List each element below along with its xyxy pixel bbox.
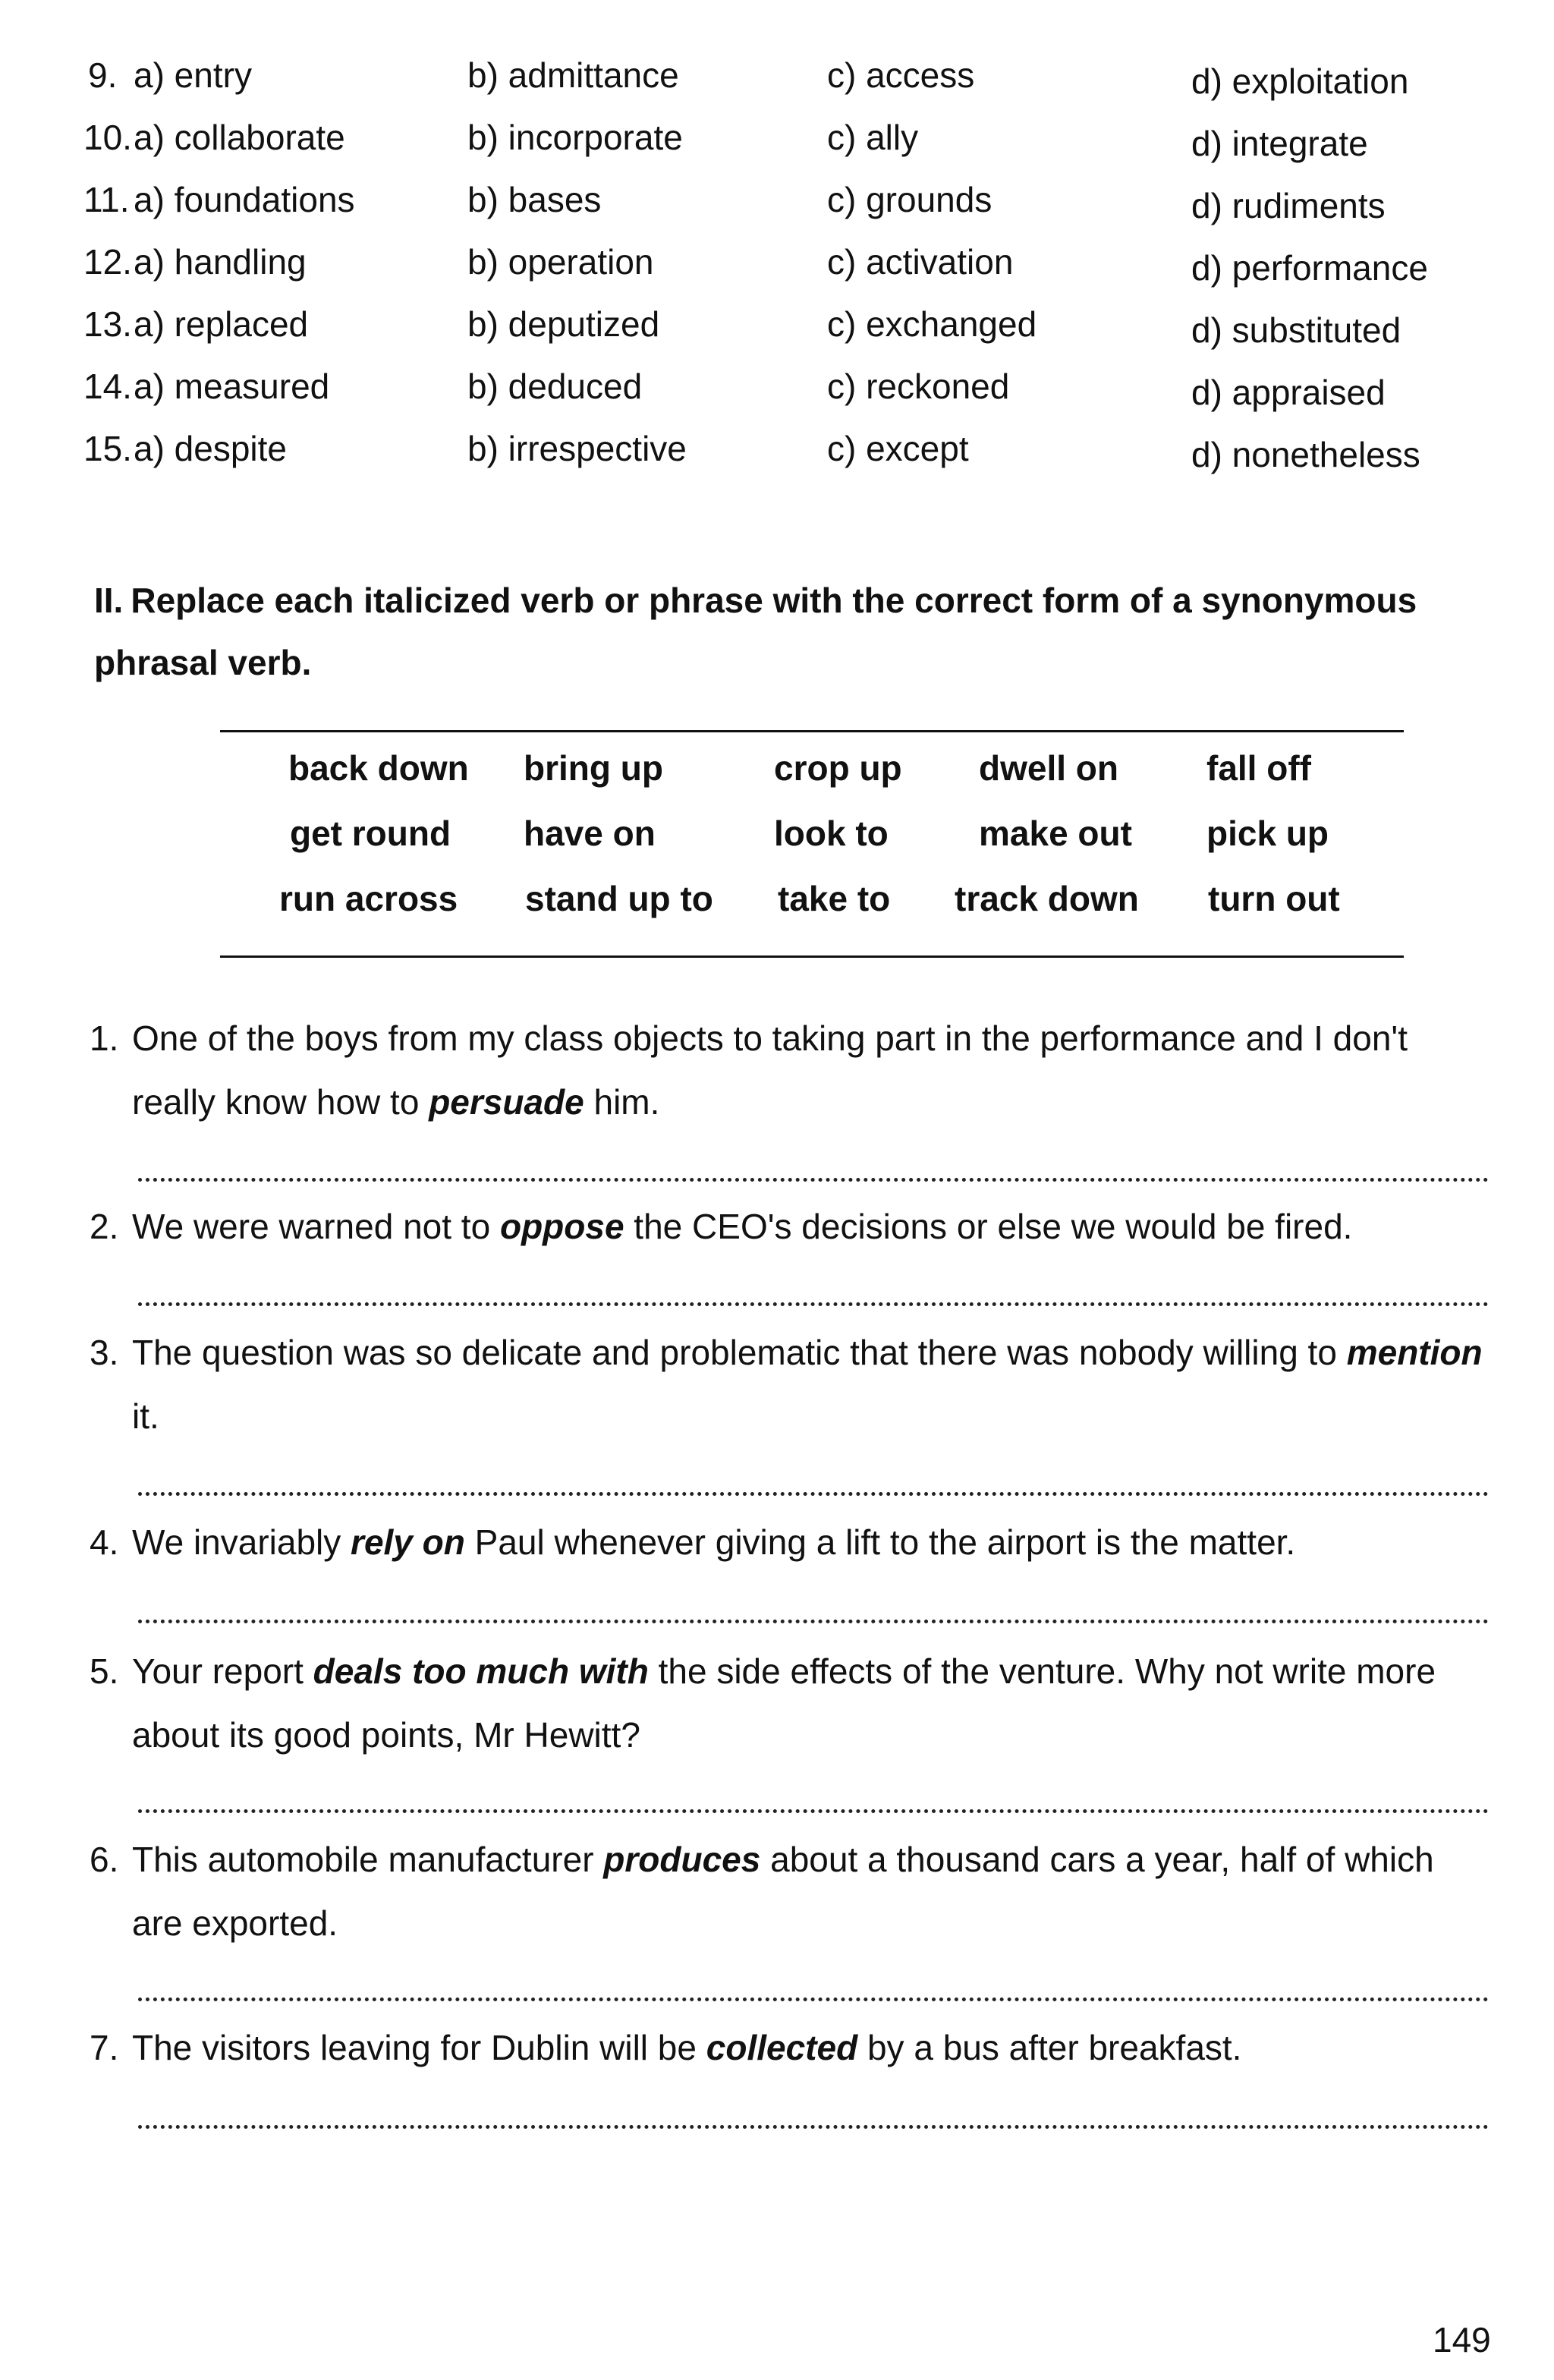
option-c: c) ally bbox=[827, 118, 919, 157]
option-b: b) deduced bbox=[467, 367, 643, 406]
option-c: c) reckoned bbox=[827, 367, 1010, 406]
option-c: c) grounds bbox=[827, 180, 992, 219]
sentence-text: This automobile manufacturer bbox=[132, 1840, 604, 1879]
sentence-text: The question was so delicate and problematic that there was nobody willing to bbox=[132, 1333, 1347, 1372]
exercise-item-2 bbox=[90, 1195, 1493, 1258]
phrasal-verb: track down bbox=[955, 879, 1139, 918]
item-number: 5. bbox=[90, 1651, 119, 1691]
option-number: 13. bbox=[83, 304, 132, 344]
option-number: 14. bbox=[83, 367, 132, 406]
answer-line-1[interactable] bbox=[138, 1178, 1489, 1182]
phrasal-verb: make out bbox=[979, 814, 1132, 853]
phrasal-verb: have on bbox=[524, 814, 656, 853]
sentence-text: the CEO's decisions or else we would be fired. bbox=[624, 1207, 1353, 1246]
option-c: c) access bbox=[827, 55, 975, 95]
option-row-13 bbox=[0, 304, 1554, 364]
italicized-phrase: mention bbox=[1346, 1333, 1483, 1372]
exercise-item-4 bbox=[90, 1510, 1493, 1574]
option-number: 11. bbox=[83, 180, 130, 219]
phrasal-verb: fall off bbox=[1206, 748, 1311, 788]
option-a: a) collaborate bbox=[134, 118, 345, 157]
phrasal-verb: turn out bbox=[1208, 879, 1340, 918]
sentence-text: We were warned not to bbox=[132, 1207, 500, 1246]
italicized-phrase: oppose bbox=[499, 1207, 624, 1246]
sentence-text: the side effects of the venture. Why not write more about its good points, Mr Hewitt? bbox=[132, 1651, 1436, 1755]
item-sentence bbox=[132, 1195, 1493, 1258]
option-b: b) deputized bbox=[467, 304, 660, 344]
phrasal-verb: pick up bbox=[1206, 814, 1329, 853]
option-row-11 bbox=[0, 179, 1554, 240]
sentence-text: The visitors leaving for Dublin will be bbox=[132, 2028, 706, 2067]
answer-line-3[interactable] bbox=[138, 1492, 1489, 1496]
option-a: a) entry bbox=[134, 55, 252, 95]
item-number: 4. bbox=[90, 1522, 119, 1562]
exercise-item-7 bbox=[90, 2016, 1493, 2079]
option-d: d) integrate bbox=[1191, 124, 1368, 163]
option-number: 12. bbox=[83, 242, 132, 282]
phrasal-verb: get round bbox=[290, 814, 451, 853]
italicized-phrase: persuade bbox=[429, 1082, 584, 1122]
answer-line-7[interactable] bbox=[138, 2125, 1489, 2129]
option-c: c) except bbox=[827, 429, 969, 468]
option-b: b) irrespective bbox=[467, 429, 687, 468]
sentence-text: We invariably bbox=[132, 1522, 351, 1562]
option-c: c) activation bbox=[827, 242, 1014, 282]
exercise-item-5 bbox=[90, 1639, 1493, 1767]
italicized-phrase: collected bbox=[706, 2028, 858, 2067]
option-b: b) operation bbox=[467, 242, 654, 282]
sentence-text: about a thousand cars a year, half of which are exported. bbox=[132, 1840, 1434, 1943]
phrasal-verb-box bbox=[220, 730, 1404, 958]
option-d: d) rudiments bbox=[1191, 186, 1386, 225]
option-row-9 bbox=[0, 55, 1554, 115]
option-row-14 bbox=[0, 366, 1554, 427]
sentence-text: Paul whenever giving a lift to the airport is the matter. bbox=[464, 1522, 1296, 1562]
sentence-text: him. bbox=[584, 1082, 660, 1122]
section-heading bbox=[94, 569, 1475, 694]
answer-line-4[interactable] bbox=[138, 1620, 1489, 1623]
sentence-text: Your report bbox=[132, 1651, 313, 1691]
section-instruction: Replace each italicized verb or phrase with the correct form of a synonymous phrasal verb. bbox=[94, 581, 1417, 682]
item-sentence bbox=[132, 1006, 1493, 1134]
phrasal-verb-grid bbox=[220, 748, 1404, 943]
item-sentence bbox=[132, 2016, 1493, 2079]
italicized-phrase: deals too much with bbox=[313, 1651, 649, 1691]
phrasal-verb: dwell on bbox=[979, 748, 1118, 788]
phrasal-verb: take to bbox=[778, 879, 891, 918]
option-number: 10. bbox=[83, 118, 132, 157]
option-d: d) exploitation bbox=[1191, 61, 1409, 101]
phrasal-verb: look to bbox=[774, 814, 889, 853]
phrasal-verb: bring up bbox=[524, 748, 663, 788]
item-number: 2. bbox=[90, 1207, 119, 1246]
section-number: II. bbox=[94, 581, 124, 620]
italicized-phrase: produces bbox=[603, 1840, 761, 1879]
page-number: 149 bbox=[1433, 2320, 1491, 2360]
item-number: 1. bbox=[90, 1018, 119, 1058]
item-number: 7. bbox=[90, 2028, 119, 2067]
item-number: 6. bbox=[90, 1840, 119, 1879]
answer-line-2[interactable] bbox=[138, 1302, 1489, 1306]
option-c: c) exchanged bbox=[827, 304, 1037, 344]
sentence-text: it. bbox=[132, 1396, 159, 1436]
option-d: d) appraised bbox=[1191, 373, 1386, 412]
item-sentence bbox=[132, 1639, 1493, 1767]
option-row-15 bbox=[0, 428, 1554, 489]
option-row-10 bbox=[0, 117, 1554, 178]
exercise-item-6 bbox=[90, 1828, 1493, 1955]
item-number: 3. bbox=[90, 1333, 119, 1372]
exercise-item-1 bbox=[90, 1006, 1493, 1134]
verb-row bbox=[220, 813, 1404, 878]
option-d: d) nonetheless bbox=[1191, 435, 1420, 474]
phrasal-verb: stand up to bbox=[525, 879, 713, 918]
option-d: d) performance bbox=[1191, 248, 1428, 288]
option-b: b) incorporate bbox=[467, 118, 683, 157]
italicized-phrase: rely on bbox=[351, 1522, 465, 1562]
phrasal-verb: back down bbox=[288, 748, 469, 788]
option-number: 15. bbox=[83, 429, 132, 468]
option-b: b) bases bbox=[467, 180, 602, 219]
verb-row bbox=[220, 748, 1404, 813]
option-d: d) substituted bbox=[1191, 310, 1401, 350]
option-a: a) replaced bbox=[134, 304, 309, 344]
option-b: b) admittance bbox=[467, 55, 679, 95]
answer-line-6[interactable] bbox=[138, 1998, 1489, 2001]
sentence-text: One of the boys from my class objects to taking part in the performance and I don't really know how to bbox=[132, 1018, 1408, 1122]
item-sentence bbox=[132, 1321, 1493, 1448]
verb-row bbox=[220, 878, 1404, 943]
option-a: a) handling bbox=[134, 242, 307, 282]
option-a: a) measured bbox=[134, 367, 330, 406]
item-sentence bbox=[132, 1828, 1493, 1955]
option-row-12 bbox=[0, 241, 1554, 302]
sentence-text: by a bus after breakfast. bbox=[857, 2028, 1242, 2067]
option-a: a) foundations bbox=[134, 180, 355, 219]
phrasal-verb: run across bbox=[279, 879, 458, 918]
option-number: 9. bbox=[88, 55, 118, 95]
answer-line-5[interactable] bbox=[138, 1809, 1489, 1813]
phrasal-verb: crop up bbox=[774, 748, 902, 788]
exercise-item-3 bbox=[90, 1321, 1493, 1448]
item-sentence bbox=[132, 1510, 1493, 1574]
option-a: a) despite bbox=[134, 429, 288, 468]
